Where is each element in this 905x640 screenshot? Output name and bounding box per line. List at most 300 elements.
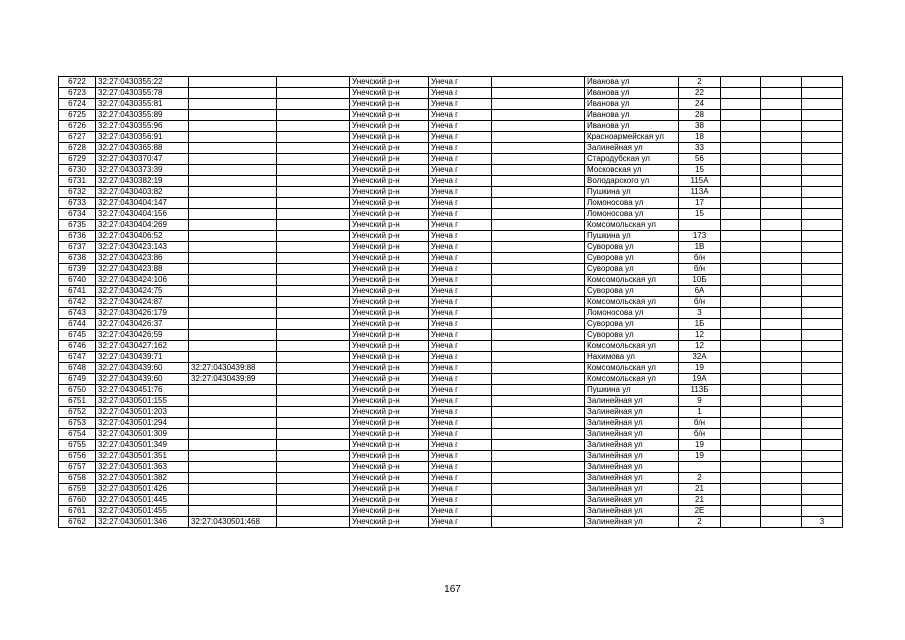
extra-cell	[761, 143, 802, 154]
empty-cell	[277, 154, 350, 165]
city-cell: Унеча г	[429, 264, 492, 275]
house-number-cell: 32А	[679, 352, 721, 363]
district-cell: Унечский р-н	[350, 198, 429, 209]
extra-cell	[802, 231, 843, 242]
street-cell: Комсомольская ул	[585, 341, 679, 352]
cadastral-number-cell: 32:27:0430423:88	[96, 264, 189, 275]
empty-cell	[277, 495, 350, 506]
table-body	[59, 77, 843, 528]
related-cadastral-cell	[189, 341, 277, 352]
empty-cell	[277, 220, 350, 231]
city-cell: Унеча г	[429, 297, 492, 308]
district-cell: Унечский р-н	[350, 176, 429, 187]
house-number-cell: б/н	[679, 418, 721, 429]
extra-cell	[721, 198, 761, 209]
extra-cell	[721, 330, 761, 341]
row-number-cell: 6722	[59, 77, 96, 88]
extra-cell	[802, 242, 843, 253]
extra-cell	[721, 286, 761, 297]
related-cadastral-cell	[189, 484, 277, 495]
extra-cell	[802, 352, 843, 363]
empty-cell	[277, 308, 350, 319]
extra-cell	[721, 484, 761, 495]
cadastral-number-cell: 32:27:0430501:455	[96, 506, 189, 517]
row-number-cell: 6762	[59, 517, 96, 528]
extra-cell	[761, 319, 802, 330]
extra-cell	[761, 286, 802, 297]
extra-cell	[721, 517, 761, 528]
city-cell: Унеча г	[429, 495, 492, 506]
city-cell: Унеча г	[429, 418, 492, 429]
street-cell: Залинейная ул	[585, 517, 679, 528]
extra-cell	[761, 198, 802, 209]
empty-cell	[492, 297, 585, 308]
extra-cell	[761, 418, 802, 429]
city-cell: Унеча г	[429, 517, 492, 528]
row-number-cell: 6744	[59, 319, 96, 330]
empty-cell	[277, 176, 350, 187]
house-number-cell: б/н	[679, 264, 721, 275]
house-number-cell: 21	[679, 484, 721, 495]
cadastral-number-cell: 32:27:0430501:346	[96, 517, 189, 528]
cadastral-table	[58, 76, 843, 528]
street-cell: Иванова ул	[585, 99, 679, 110]
table-row	[59, 319, 843, 330]
house-number-cell: б/н	[679, 429, 721, 440]
row-number-cell: 6740	[59, 275, 96, 286]
district-cell: Унечский р-н	[350, 77, 429, 88]
empty-cell	[492, 352, 585, 363]
city-cell: Унеча г	[429, 451, 492, 462]
empty-cell	[277, 330, 350, 341]
related-cadastral-cell	[189, 242, 277, 253]
extra-cell	[721, 242, 761, 253]
extra-cell	[721, 418, 761, 429]
street-cell: Залинейная ул	[585, 407, 679, 418]
extra-cell	[802, 506, 843, 517]
empty-cell	[492, 121, 585, 132]
related-cadastral-cell	[189, 209, 277, 220]
row-number-cell: 6737	[59, 242, 96, 253]
extra-cell	[721, 187, 761, 198]
district-cell: Унечский р-н	[350, 396, 429, 407]
district-cell: Унечский р-н	[350, 319, 429, 330]
cadastral-number-cell: 32:27:0430501:203	[96, 407, 189, 418]
extra-cell	[802, 319, 843, 330]
extra-cell	[802, 77, 843, 88]
related-cadastral-cell	[189, 231, 277, 242]
extra-cell	[802, 330, 843, 341]
row-number-cell: 6753	[59, 418, 96, 429]
house-number-cell: 38	[679, 121, 721, 132]
house-number-cell: 15	[679, 209, 721, 220]
street-cell: Залинейная ул	[585, 418, 679, 429]
city-cell: Унеча г	[429, 77, 492, 88]
empty-cell	[492, 484, 585, 495]
empty-cell	[277, 341, 350, 352]
city-cell: Унеча г	[429, 275, 492, 286]
city-cell: Унеча г	[429, 286, 492, 297]
empty-cell	[277, 297, 350, 308]
extra-cell	[761, 121, 802, 132]
house-number-cell: 10Б	[679, 275, 721, 286]
city-cell: Унеча г	[429, 407, 492, 418]
page-number: 167	[444, 584, 461, 595]
row-number-cell: 6729	[59, 154, 96, 165]
extra-cell: 3	[802, 517, 843, 528]
extra-cell	[802, 220, 843, 231]
extra-cell	[761, 308, 802, 319]
house-number-cell: 12	[679, 341, 721, 352]
district-cell: Унечский р-н	[350, 473, 429, 484]
cadastral-number-cell: 32:27:0430424:87	[96, 297, 189, 308]
related-cadastral-cell	[189, 253, 277, 264]
district-cell: Унечский р-н	[350, 440, 429, 451]
cadastral-number-cell: 32:27:0430404:269	[96, 220, 189, 231]
district-cell: Унечский р-н	[350, 165, 429, 176]
cadastral-number-cell: 32:27:0430424:75	[96, 286, 189, 297]
related-cadastral-cell	[189, 176, 277, 187]
city-cell: Унеча г	[429, 385, 492, 396]
related-cadastral-cell	[189, 132, 277, 143]
house-number-cell: 1	[679, 407, 721, 418]
house-number-cell: 1Б	[679, 319, 721, 330]
table-row	[59, 484, 843, 495]
row-number-cell: 6759	[59, 484, 96, 495]
table-row	[59, 187, 843, 198]
district-cell: Унечский р-н	[350, 88, 429, 99]
district-cell: Унечский р-н	[350, 462, 429, 473]
empty-cell	[492, 407, 585, 418]
district-cell: Унечский р-н	[350, 308, 429, 319]
city-cell: Унеча г	[429, 253, 492, 264]
district-cell: Унечский р-н	[350, 154, 429, 165]
extra-cell	[802, 121, 843, 132]
street-cell: Пушкина ул	[585, 385, 679, 396]
empty-cell	[492, 99, 585, 110]
cadastral-number-cell: 32:27:0430373:39	[96, 165, 189, 176]
house-number-cell	[679, 220, 721, 231]
related-cadastral-cell	[189, 286, 277, 297]
empty-cell	[277, 88, 350, 99]
house-number-cell: 33	[679, 143, 721, 154]
street-cell: Залинейная ул	[585, 473, 679, 484]
row-number-cell: 6726	[59, 121, 96, 132]
row-number-cell: 6742	[59, 297, 96, 308]
street-cell: Пушкина ул	[585, 187, 679, 198]
house-number-cell: 113Б	[679, 385, 721, 396]
cadastral-number-cell: 32:27:0430404:147	[96, 198, 189, 209]
related-cadastral-cell	[189, 77, 277, 88]
street-cell: Залинейная ул	[585, 440, 679, 451]
table-row	[59, 297, 843, 308]
table-row	[59, 209, 843, 220]
empty-cell	[492, 209, 585, 220]
empty-cell	[492, 220, 585, 231]
related-cadastral-cell: 32:27:0430439:89	[189, 374, 277, 385]
table-row	[59, 198, 843, 209]
city-cell: Унеча г	[429, 308, 492, 319]
street-cell: Иванова ул	[585, 88, 679, 99]
related-cadastral-cell	[189, 264, 277, 275]
related-cadastral-cell	[189, 319, 277, 330]
house-number-cell: 15	[679, 165, 721, 176]
empty-cell	[492, 396, 585, 407]
empty-cell	[492, 275, 585, 286]
cadastral-number-cell: 32:27:0430403:82	[96, 187, 189, 198]
city-cell: Унеча г	[429, 110, 492, 121]
empty-cell	[492, 341, 585, 352]
extra-cell	[721, 308, 761, 319]
cadastral-number-cell: 32:27:0430451:76	[96, 385, 189, 396]
table-row	[59, 418, 843, 429]
extra-cell	[802, 275, 843, 286]
extra-cell	[802, 297, 843, 308]
extra-cell	[761, 99, 802, 110]
extra-cell	[761, 462, 802, 473]
district-cell: Унечский р-н	[350, 297, 429, 308]
house-number-cell: 22	[679, 88, 721, 99]
extra-cell	[802, 407, 843, 418]
table-row	[59, 242, 843, 253]
cadastral-number-cell: 32:27:0430355:89	[96, 110, 189, 121]
house-number-cell: 21	[679, 495, 721, 506]
street-cell: Суворова ул	[585, 264, 679, 275]
row-number-cell: 6723	[59, 88, 96, 99]
extra-cell	[802, 473, 843, 484]
house-number-cell: б/н	[679, 253, 721, 264]
extra-cell	[802, 165, 843, 176]
related-cadastral-cell	[189, 451, 277, 462]
empty-cell	[492, 77, 585, 88]
related-cadastral-cell: 32:27:0430439:88	[189, 363, 277, 374]
cadastral-number-cell: 32:27:0430355:78	[96, 88, 189, 99]
table-row	[59, 253, 843, 264]
row-number-cell: 6734	[59, 209, 96, 220]
district-cell: Унечский р-н	[350, 506, 429, 517]
empty-cell	[492, 88, 585, 99]
extra-cell	[802, 198, 843, 209]
empty-cell	[492, 506, 585, 517]
cadastral-number-cell: 32:27:0430426:37	[96, 319, 189, 330]
table-row	[59, 440, 843, 451]
row-number-cell: 6739	[59, 264, 96, 275]
empty-cell	[492, 473, 585, 484]
empty-cell	[277, 396, 350, 407]
table-row	[59, 429, 843, 440]
table-row	[59, 165, 843, 176]
empty-cell	[492, 253, 585, 264]
street-cell: Суворова ул	[585, 253, 679, 264]
table-row	[59, 143, 843, 154]
extra-cell	[721, 451, 761, 462]
house-number-cell: 18	[679, 132, 721, 143]
district-cell: Унечский р-н	[350, 242, 429, 253]
empty-cell	[492, 242, 585, 253]
extra-cell	[761, 297, 802, 308]
related-cadastral-cell	[189, 385, 277, 396]
extra-cell	[802, 462, 843, 473]
district-cell: Унечский р-н	[350, 418, 429, 429]
street-cell: Комсомольская ул	[585, 297, 679, 308]
cadastral-number-cell: 32:27:0430501:294	[96, 418, 189, 429]
extra-cell	[761, 165, 802, 176]
row-number-cell: 6758	[59, 473, 96, 484]
related-cadastral-cell	[189, 462, 277, 473]
street-cell: Залинейная ул	[585, 451, 679, 462]
extra-cell	[802, 187, 843, 198]
empty-cell	[277, 363, 350, 374]
extra-cell	[721, 440, 761, 451]
street-cell: Ломоносова ул	[585, 308, 679, 319]
table-row	[59, 220, 843, 231]
city-cell: Унеча г	[429, 440, 492, 451]
district-cell: Унечский р-н	[350, 110, 429, 121]
table-row	[59, 154, 843, 165]
street-cell: Иванова ул	[585, 77, 679, 88]
city-cell: Унеча г	[429, 209, 492, 220]
extra-cell	[802, 143, 843, 154]
empty-cell	[492, 374, 585, 385]
city-cell: Унеча г	[429, 506, 492, 517]
extra-cell	[802, 132, 843, 143]
cadastral-number-cell: 32:27:0430439:71	[96, 352, 189, 363]
cadastral-number-cell: 32:27:0430406:52	[96, 231, 189, 242]
house-number-cell: 3	[679, 308, 721, 319]
extra-cell	[721, 363, 761, 374]
extra-cell	[761, 363, 802, 374]
empty-cell	[492, 132, 585, 143]
extra-cell	[761, 132, 802, 143]
empty-cell	[492, 231, 585, 242]
district-cell: Унечский р-н	[350, 275, 429, 286]
city-cell: Унеча г	[429, 462, 492, 473]
street-cell: Ломоносова ул	[585, 209, 679, 220]
cadastral-number-cell: 32:27:0430501:309	[96, 429, 189, 440]
empty-cell	[492, 495, 585, 506]
house-number-cell: 2	[679, 473, 721, 484]
related-cadastral-cell	[189, 220, 277, 231]
extra-cell	[721, 385, 761, 396]
street-cell: Иванова ул	[585, 121, 679, 132]
district-cell: Унечский р-н	[350, 143, 429, 154]
extra-cell	[802, 286, 843, 297]
empty-cell	[277, 275, 350, 286]
street-cell: Суворова ул	[585, 319, 679, 330]
table-row	[59, 517, 843, 528]
extra-cell	[802, 385, 843, 396]
street-cell: Залинейная ул	[585, 143, 679, 154]
extra-cell	[802, 110, 843, 121]
extra-cell	[721, 341, 761, 352]
cadastral-number-cell: 32:27:0430439:60	[96, 363, 189, 374]
city-cell: Унеча г	[429, 121, 492, 132]
cadastral-number-cell: 32:27:0430365:88	[96, 143, 189, 154]
district-cell: Унечский р-н	[350, 132, 429, 143]
related-cadastral-cell	[189, 506, 277, 517]
house-number-cell: 12	[679, 330, 721, 341]
extra-cell	[802, 341, 843, 352]
row-number-cell: 6728	[59, 143, 96, 154]
cadastral-number-cell: 32:27:0430439:60	[96, 374, 189, 385]
table-row	[59, 286, 843, 297]
extra-cell	[802, 396, 843, 407]
related-cadastral-cell	[189, 121, 277, 132]
cadastral-number-cell: 32:27:0430501:363	[96, 462, 189, 473]
row-number-cell: 6748	[59, 363, 96, 374]
empty-cell	[277, 319, 350, 330]
empty-cell	[492, 308, 585, 319]
street-cell: Залинейная ул	[585, 484, 679, 495]
house-number-cell: 113А	[679, 187, 721, 198]
house-number-cell: 19А	[679, 374, 721, 385]
extra-cell	[802, 176, 843, 187]
extra-cell	[802, 484, 843, 495]
cadastral-number-cell: 32:27:0430501:382	[96, 473, 189, 484]
related-cadastral-cell	[189, 198, 277, 209]
street-cell: Володарского ул	[585, 176, 679, 187]
cadastral-number-cell: 32:27:0430426:59	[96, 330, 189, 341]
table-row	[59, 374, 843, 385]
table-row	[59, 341, 843, 352]
related-cadastral-cell	[189, 165, 277, 176]
extra-cell	[761, 506, 802, 517]
empty-cell	[492, 462, 585, 473]
district-cell: Унечский р-н	[350, 253, 429, 264]
extra-cell	[721, 132, 761, 143]
empty-cell	[492, 451, 585, 462]
extra-cell	[802, 209, 843, 220]
district-cell: Унечский р-н	[350, 429, 429, 440]
street-cell: Залинейная ул	[585, 462, 679, 473]
row-number-cell: 6731	[59, 176, 96, 187]
city-cell: Унеча г	[429, 363, 492, 374]
house-number-cell: 2	[679, 77, 721, 88]
extra-cell	[721, 231, 761, 242]
table-row	[59, 506, 843, 517]
cadastral-number-cell: 32:27:0430356:91	[96, 132, 189, 143]
empty-cell	[277, 242, 350, 253]
house-number-cell: б/н	[679, 297, 721, 308]
empty-cell	[492, 198, 585, 209]
table-row	[59, 110, 843, 121]
extra-cell	[802, 495, 843, 506]
extra-cell	[761, 88, 802, 99]
related-cadastral-cell	[189, 154, 277, 165]
table-row	[59, 231, 843, 242]
row-number-cell: 6741	[59, 286, 96, 297]
cadastral-number-cell: 32:27:0430355:81	[96, 99, 189, 110]
district-cell: Унечский р-н	[350, 187, 429, 198]
district-cell: Унечский р-н	[350, 99, 429, 110]
related-cadastral-cell	[189, 308, 277, 319]
city-cell: Унеча г	[429, 341, 492, 352]
related-cadastral-cell: 32:27:0430501:468	[189, 517, 277, 528]
city-cell: Унеча г	[429, 484, 492, 495]
extra-cell	[761, 341, 802, 352]
table-row	[59, 330, 843, 341]
row-number-cell: 6760	[59, 495, 96, 506]
empty-cell	[277, 187, 350, 198]
related-cadastral-cell	[189, 495, 277, 506]
extra-cell	[761, 352, 802, 363]
extra-cell	[761, 440, 802, 451]
extra-cell	[761, 264, 802, 275]
related-cadastral-cell	[189, 418, 277, 429]
empty-cell	[492, 286, 585, 297]
empty-cell	[492, 319, 585, 330]
empty-cell	[277, 418, 350, 429]
